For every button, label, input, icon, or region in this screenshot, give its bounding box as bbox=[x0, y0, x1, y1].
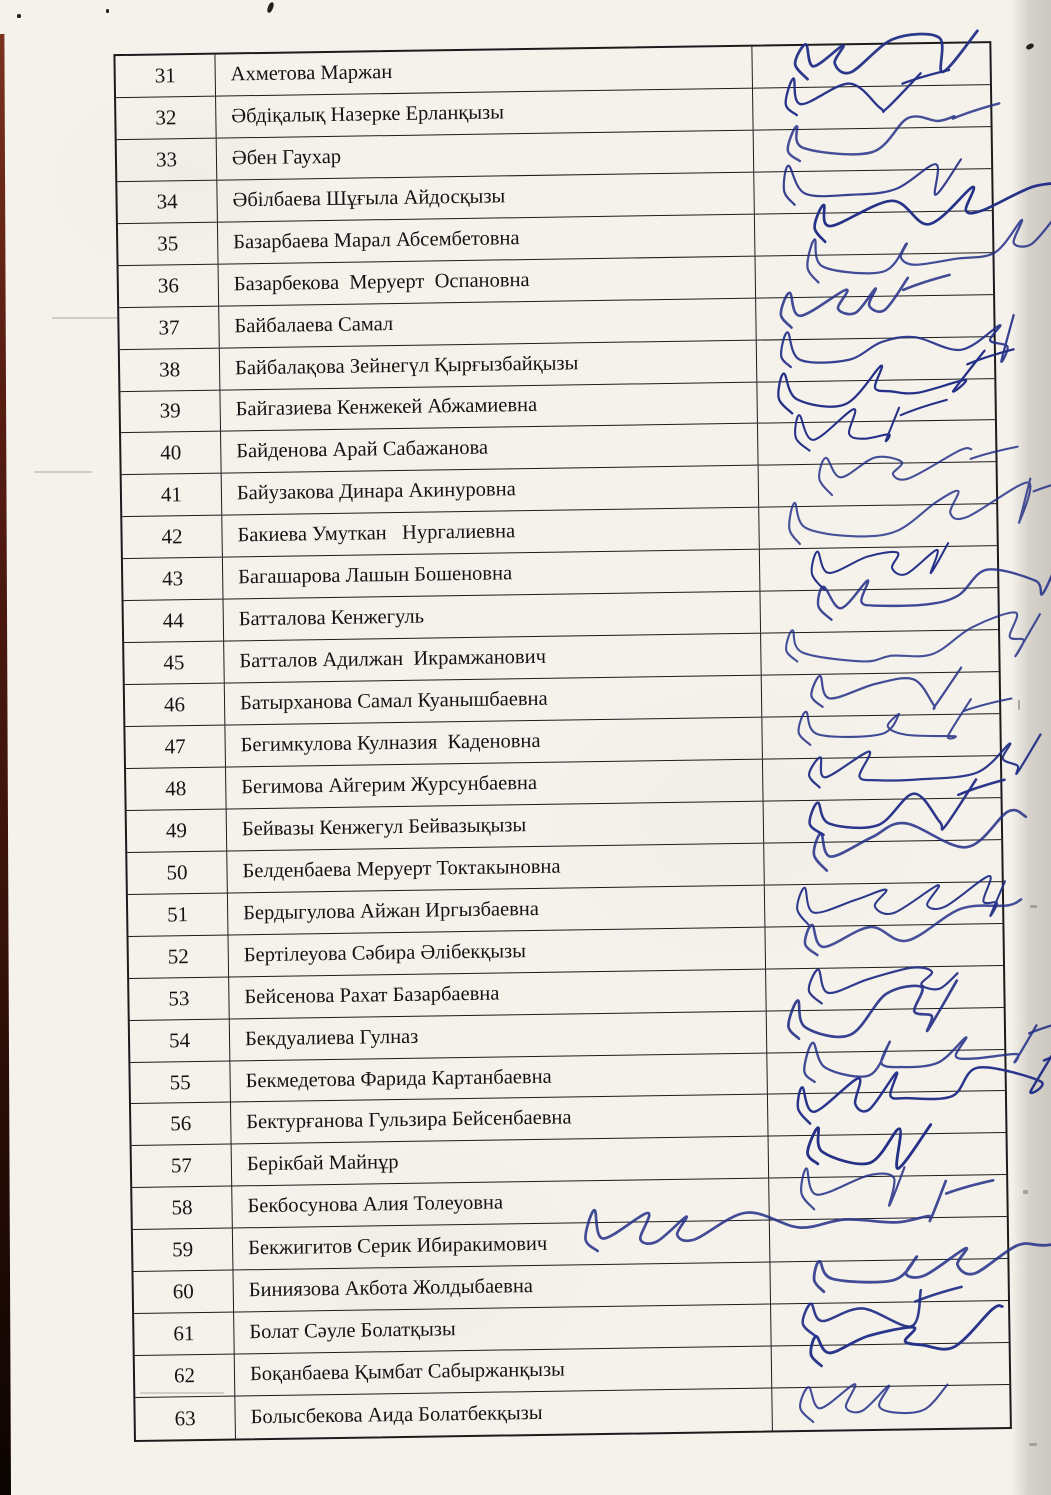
person-name: Бегимкулова Кулназия Каденовна bbox=[225, 718, 763, 767]
person-name: Байбалақова Зейнегүл Қырғызбайқызы bbox=[220, 340, 758, 389]
person-name: Базарбаева Марал Абсембетовна bbox=[218, 214, 756, 263]
person-name: Болат Сәуле Болатқызы bbox=[234, 1305, 772, 1354]
row-number: 35 bbox=[118, 222, 219, 264]
row-number: 56 bbox=[131, 1103, 232, 1145]
person-name: Бекжигитов Серик Ибиракимович bbox=[233, 1221, 771, 1270]
person-name: Багашарова Лашын Бошеновна bbox=[223, 550, 761, 599]
row-number: 54 bbox=[130, 1019, 231, 1061]
row-number: 42 bbox=[122, 516, 223, 558]
binding-shadow bbox=[0, 34, 11, 1495]
person-name: Бекмедетова Фарида Картанбаевна bbox=[230, 1053, 768, 1102]
person-name: Байузакова Динара Акинуровна bbox=[222, 466, 760, 515]
row-number: 40 bbox=[121, 432, 222, 474]
person-name: Байденова Арай Сабажанова bbox=[221, 424, 759, 473]
person-name: Батталов Адилжан Икрамжанович bbox=[224, 634, 762, 683]
person-name: Бегимова Айгерим Журсунбаевна bbox=[226, 760, 764, 809]
person-name: Әбдіқалық Назерке Ерланқызы bbox=[216, 89, 754, 138]
row-number: 61 bbox=[134, 1313, 235, 1355]
row-number: 39 bbox=[120, 390, 221, 432]
person-name: Боқанбаева Қымбат Сабыржанқызы bbox=[235, 1347, 773, 1396]
row-number: 62 bbox=[135, 1355, 236, 1397]
row-number: 31 bbox=[115, 55, 216, 97]
ink-speck bbox=[17, 14, 21, 18]
person-name: Бакиева Умуткан Нургалиевна bbox=[222, 508, 760, 557]
person-name: Бертілеуова Сәбира Әлібекқызы bbox=[228, 927, 766, 976]
person-name: Болысбекова Аида Болатбекқызы bbox=[235, 1389, 773, 1439]
row-number: 51 bbox=[128, 893, 229, 935]
person-name: Батталова Кенжегуль bbox=[224, 592, 762, 641]
row-number: 50 bbox=[127, 851, 228, 893]
pencil-smudge bbox=[52, 317, 118, 319]
row-number: 36 bbox=[119, 264, 220, 306]
person-name: Әбілбаева Шұғыла Айдосқызы bbox=[217, 172, 755, 221]
person-name: Базарбекова Меруерт Оспановна bbox=[219, 256, 757, 305]
row-number: 57 bbox=[132, 1145, 233, 1187]
row-number: 63 bbox=[135, 1397, 236, 1440]
person-name: Бейсенова Рахат Базарбаевна bbox=[229, 969, 767, 1018]
signature-cell bbox=[772, 1385, 1010, 1430]
pencil-smudge bbox=[34, 471, 92, 473]
row-number: 41 bbox=[122, 474, 223, 516]
signature-table bbox=[113, 41, 1011, 1442]
person-name: Әбен Гаухар bbox=[217, 131, 755, 180]
row-number: 45 bbox=[124, 642, 225, 684]
row-number: 33 bbox=[117, 139, 218, 181]
row-number: 59 bbox=[133, 1229, 234, 1271]
person-name: Батырханова Самал Куанышбаевна bbox=[225, 676, 763, 725]
ink-speck bbox=[106, 9, 109, 13]
row-number: 58 bbox=[132, 1187, 233, 1229]
person-name: Бектурғанова Гульзира Бейсенбаевна bbox=[231, 1095, 769, 1144]
row-number: 38 bbox=[120, 348, 221, 390]
edge-scratch bbox=[1023, 1190, 1028, 1194]
person-name: Биниязова Акбота Жолдыбаевна bbox=[233, 1263, 771, 1312]
person-name: Бейвазы Кенжегул Бейвазықызы bbox=[227, 801, 765, 850]
row-number: 44 bbox=[124, 600, 225, 642]
row-number: 32 bbox=[116, 97, 217, 139]
row-number: 53 bbox=[129, 977, 230, 1019]
row-number: 37 bbox=[119, 306, 220, 348]
person-name: Бердыгулова Айжан Иргызбаевна bbox=[228, 885, 766, 934]
ink-speck bbox=[266, 1, 275, 13]
row-number: 49 bbox=[127, 809, 228, 851]
row-number: 60 bbox=[133, 1271, 234, 1313]
row-number: 48 bbox=[126, 768, 227, 810]
row-number: 34 bbox=[117, 180, 218, 222]
row-number: 55 bbox=[130, 1061, 231, 1103]
edge-scratch bbox=[1029, 1443, 1037, 1446]
person-name: Байбалаева Самал bbox=[219, 298, 757, 347]
person-name: Берікбай Майнұр bbox=[232, 1137, 770, 1186]
person-name: Бекбосунова Алия Толеуовна bbox=[232, 1179, 770, 1228]
row-number: 46 bbox=[125, 684, 226, 726]
person-name: Байгазиева Кенжекей Абжамиевна bbox=[220, 382, 758, 431]
person-name: Ахметова Маржан bbox=[215, 47, 753, 96]
row-number: 47 bbox=[125, 726, 226, 768]
person-name: Бекдуалиева Гулназ bbox=[230, 1011, 768, 1060]
row-number: 43 bbox=[123, 558, 224, 600]
person-name: Белденбаева Меруерт Токтакыновна bbox=[227, 843, 765, 892]
row-number: 52 bbox=[129, 935, 230, 977]
